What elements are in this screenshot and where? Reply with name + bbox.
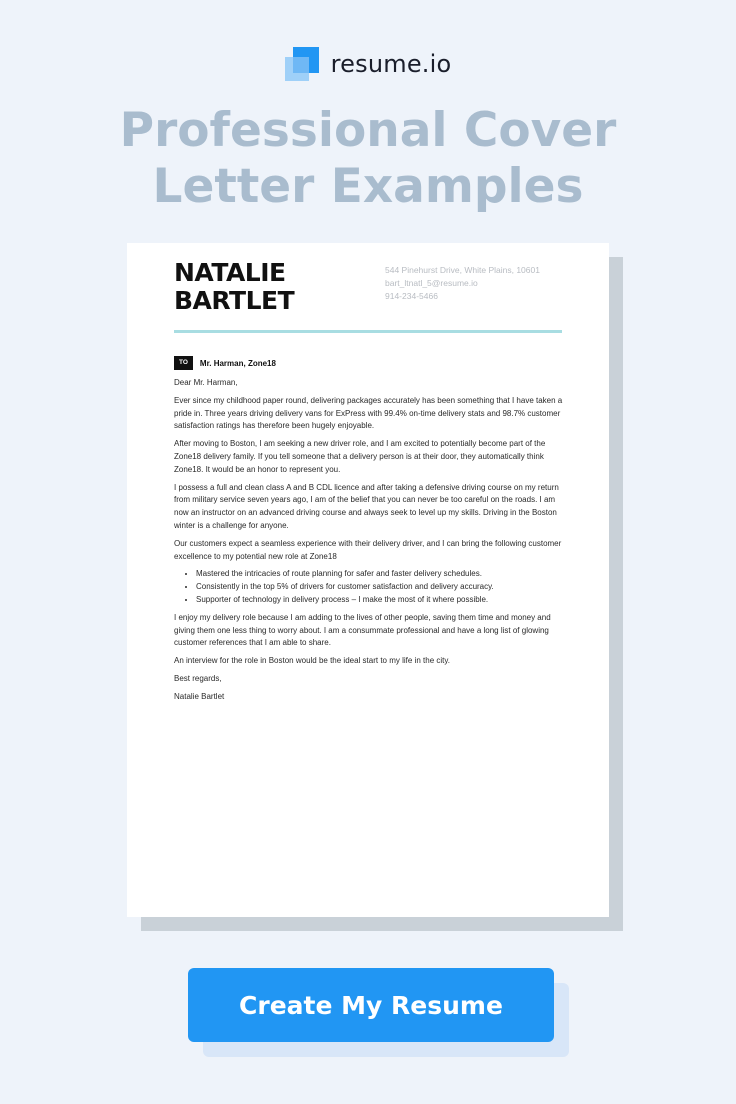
list-item: • Mastered the intricacies of route planning for safer and faster delivery schedules. — [196, 568, 566, 581]
applicant-last-name: BARTLET — [174, 286, 295, 315]
brand-header — [0, 47, 736, 81]
paragraph: After moving to Boston, I am seeking a new driver role, and I am excited to potentially become part of the Zone18 delivery family. If you tell someone that a delivery person is at their door, they automatically think Zone18. It would be an honor to represent you. — [174, 439, 546, 474]
recipient-name: Mr. Harman, Zone18 — [199, 358, 276, 368]
header-divider — [174, 330, 562, 333]
paragraph: An interview for the role in Boston would be the ideal start to my life in the city. — [174, 656, 450, 666]
create-resume-button[interactable]: Create My Resume — [188, 968, 554, 1042]
resume-io-logo-icon — [285, 47, 319, 81]
applicant-first-name: NATALIE — [174, 258, 286, 287]
cover-letter-page — [127, 243, 609, 917]
salutation: Dear Mr. Harman, — [174, 378, 238, 387]
signoff: Best regards, — [174, 673, 222, 683]
recipient-row — [174, 356, 276, 370]
paragraph: Our customers expect a seamless experience with their delivery driver, and I can bring the following customer excellence to my potential new role at Zone18 — [174, 538, 562, 561]
brand-name: resume.io — [330, 50, 452, 78]
to-badge: TO — [174, 356, 193, 370]
list-item: • Consistently in the top 5% of drivers for customer satisfaction and delivery accuracy. — [196, 581, 566, 594]
achievements-list — [174, 568, 566, 606]
signature: Natalie Bartlet — [174, 691, 225, 701]
paragraph: I possess a full and clean class A and B CDL licence and after taking a defensive driving course on my return from military service seven years ago, I am of the belief that you can never be too careful on the roads. I am now an instructor on an advanced driving course and always seek to level up my skills. Driving in the Boston winter is a challenge for anyone. — [174, 482, 559, 530]
paragraph: I enjoy my delivery role because I am adding to the lives of other people, saving them time and money and giving them one less thing to worry about. I am a consummate professional and have a long list of glowing customer references that I am able to share. — [174, 612, 551, 648]
headline-line-2: Letter Examples — [152, 159, 584, 214]
list-item: • Supporter of technology in delivery process – I make the most of it where possible. — [196, 594, 566, 607]
letter-body — [174, 377, 566, 709]
contact-email: bart_ltnatl_5@resume.io — [385, 278, 478, 288]
headline-line-1: Professional Cover — [119, 103, 617, 158]
contact-phone: 914-234-5466 — [385, 291, 438, 301]
page-headline — [0, 103, 736, 215]
contact-address: 544 Pinehurst Drive, White Plains, 10601 — [385, 265, 540, 275]
contact-details — [385, 264, 540, 303]
applicant-name — [174, 259, 294, 315]
paragraph: Ever since my childhood paper round, delivering packages accurately has been something that I have taken a pride in. Three years driving delivery vans for ExPress with 99.4% on-time delivery stats and 98.7% customer satisfaction ratings has therefore been hugely enjoyable. — [174, 395, 563, 431]
